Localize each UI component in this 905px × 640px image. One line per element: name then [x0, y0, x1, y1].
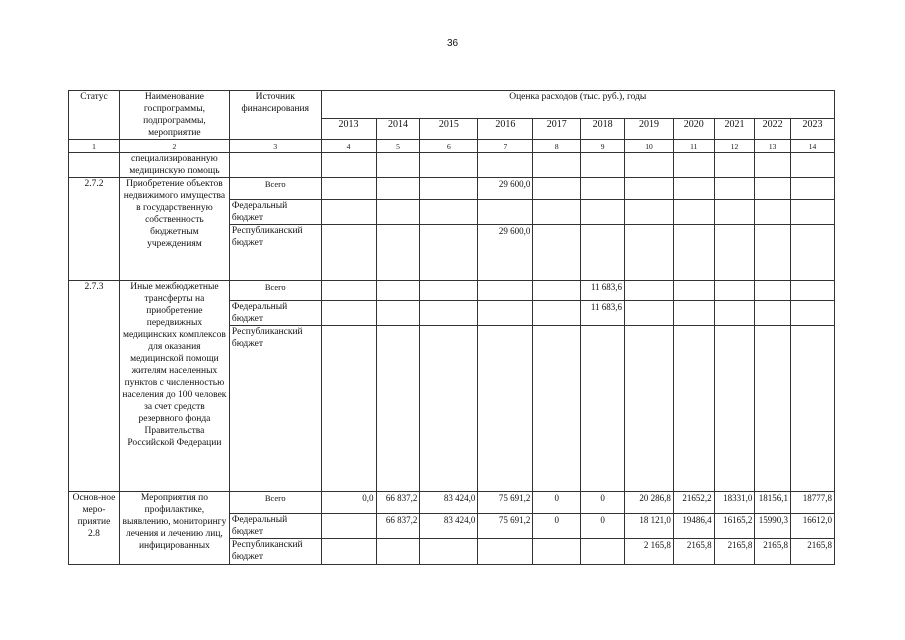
value-cell: [478, 539, 533, 565]
value-cell: [581, 178, 625, 200]
value-cell: [420, 326, 478, 492]
value-cell: 66 837,2: [376, 492, 420, 514]
value-cell: [581, 200, 625, 225]
value-cell: [673, 225, 714, 281]
value-cell: [321, 225, 376, 281]
value-cell: 75 691,2: [478, 492, 533, 514]
value-cell: 0: [581, 492, 625, 514]
value-cell: [376, 200, 420, 225]
column-number: 10: [625, 140, 674, 153]
column-number: 13: [755, 140, 791, 153]
value-cell: [420, 178, 478, 200]
value-cell: [533, 539, 581, 565]
value-cell: 29 600,0: [478, 225, 533, 281]
value-cell: 18156,1: [755, 492, 791, 514]
year-header: 2022: [755, 118, 791, 139]
value-cell: [478, 200, 533, 225]
value-cell: [321, 539, 376, 565]
value-cell: [714, 178, 755, 200]
value-cell: [755, 178, 791, 200]
value-cell: 11 683,6: [581, 281, 625, 301]
page-number: 36: [446, 38, 459, 49]
row-status: 2.7.3: [69, 281, 120, 492]
funding-source: Всего: [229, 178, 321, 200]
value-cell: 19486,4: [673, 514, 714, 539]
value-cell: 0,0: [321, 492, 376, 514]
value-cell: [714, 200, 755, 225]
value-cell: 21652,2: [673, 492, 714, 514]
funding-source: Республиканский бюджет: [229, 225, 321, 281]
value-cell: [478, 326, 533, 492]
value-cell: [714, 326, 755, 492]
column-number: 14: [790, 140, 834, 153]
funding-source: Всего: [229, 492, 321, 514]
value-cell: [755, 225, 791, 281]
column-number: 1: [69, 140, 120, 153]
value-cell: 0: [533, 492, 581, 514]
value-cell: 2 165,8: [625, 539, 674, 565]
column-number: 7: [478, 140, 533, 153]
header-status: Статус: [69, 91, 120, 140]
value-cell: 29 600,0: [478, 178, 533, 200]
value-cell: [420, 200, 478, 225]
header-source: Источник финансирования: [229, 91, 321, 140]
value-cell: [478, 301, 533, 326]
value-cell: [673, 178, 714, 200]
value-cell: [420, 301, 478, 326]
value-cell: [376, 326, 420, 492]
value-cell: [790, 178, 834, 200]
value-cell: 83 424,0: [420, 492, 478, 514]
value-cell: [714, 281, 755, 301]
value-cell: [673, 326, 714, 492]
value-cell: [790, 301, 834, 326]
value-cell: 11 683,6: [581, 301, 625, 326]
funding-source: Федеральный бюджет: [229, 514, 321, 539]
year-header: 2021: [714, 118, 755, 139]
value-cell: [790, 326, 834, 492]
row-name: Приобретение объектов недвижимого имущества в государственную собственность бюджетным учреждениям: [119, 178, 229, 281]
value-cell: [321, 178, 376, 200]
value-cell: [755, 281, 791, 301]
value-cell: [533, 326, 581, 492]
value-cell: [533, 200, 581, 225]
value-cell: [321, 514, 376, 539]
column-number: 6: [420, 140, 478, 153]
value-cell: [625, 178, 674, 200]
value-cell: [376, 539, 420, 565]
row-status: 2.7.2: [69, 178, 120, 281]
value-cell: [478, 281, 533, 301]
value-cell: [714, 301, 755, 326]
value-cell: [321, 301, 376, 326]
funding-source: Республиканский бюджет: [229, 326, 321, 492]
value-cell: [625, 225, 674, 281]
value-cell: [625, 326, 674, 492]
value-cell: [581, 225, 625, 281]
year-header: 2015: [420, 118, 478, 139]
value-cell: [625, 301, 674, 326]
value-cell: 0: [581, 514, 625, 539]
year-header: 2019: [625, 118, 674, 139]
value-cell: [755, 301, 791, 326]
value-cell: [673, 200, 714, 225]
column-number: 12: [714, 140, 755, 153]
value-cell: [625, 281, 674, 301]
value-cell: [673, 281, 714, 301]
column-number: 3: [229, 140, 321, 153]
value-cell: 20 286,8: [625, 492, 674, 514]
value-cell: [673, 301, 714, 326]
column-number: 4: [321, 140, 376, 153]
year-header: 2018: [581, 118, 625, 139]
year-header: 2020: [673, 118, 714, 139]
value-cell: [321, 326, 376, 492]
value-cell: 2165,8: [714, 539, 755, 565]
value-cell: 18331,0: [714, 492, 755, 514]
column-number: 2: [119, 140, 229, 153]
year-header: 2013: [321, 118, 376, 139]
funding-source: Республиканский бюджет: [229, 539, 321, 565]
value-cell: [420, 539, 478, 565]
row-name: Иные межбюджетные трансферты на приобретение передвижных медицинских комплексов для оказания медицинской помощи жителям населенных пунктов с численностью населения до 100 человек за счет средств резервного фонда Правительства Российской Федерации: [119, 281, 229, 492]
value-cell: 0: [533, 514, 581, 539]
value-cell: [321, 200, 376, 225]
value-cell: 18777,8: [790, 492, 834, 514]
value-cell: 2165,8: [673, 539, 714, 565]
value-cell: [533, 281, 581, 301]
value-cell: [533, 301, 581, 326]
value-cell: [755, 200, 791, 225]
value-cell: 2165,8: [790, 539, 834, 565]
value-cell: [790, 225, 834, 281]
value-cell: 18 121,0: [625, 514, 674, 539]
value-cell: 2165,8: [755, 539, 791, 565]
budget-table: [68, 90, 835, 565]
value-cell: [533, 225, 581, 281]
table-row: [69, 281, 835, 301]
value-cell: 75 691,2: [478, 514, 533, 539]
value-cell: [790, 200, 834, 225]
value-cell: [581, 326, 625, 492]
value-cell: [420, 225, 478, 281]
funding-source: Федеральный бюджет: [229, 200, 321, 225]
year-header: 2016: [478, 118, 533, 139]
row-name: Мероприятия по профилактике, выявлению, мониторингу лечения и лечению лиц, инфицированных: [119, 492, 229, 565]
value-cell: [533, 178, 581, 200]
funding-source: Федеральный бюджет: [229, 301, 321, 326]
year-header: 2017: [533, 118, 581, 139]
column-number: 11: [673, 140, 714, 153]
funding-source: Всего: [229, 281, 321, 301]
value-cell: [581, 539, 625, 565]
value-cell: [714, 225, 755, 281]
value-cell: 83 424,0: [420, 514, 478, 539]
value-cell: 66 837,2: [376, 514, 420, 539]
header-name: Наименование госпрограммы, подпрограммы, мероприятие: [119, 91, 229, 140]
column-number: 8: [533, 140, 581, 153]
value-cell: 16165,2: [714, 514, 755, 539]
value-cell: [625, 200, 674, 225]
value-cell: [376, 225, 420, 281]
column-number: 9: [581, 140, 625, 153]
value-cell: 16612,0: [790, 514, 834, 539]
value-cell: [376, 281, 420, 301]
value-cell: [790, 281, 834, 301]
value-cell: 15990,3: [755, 514, 791, 539]
year-header: 2014: [376, 118, 420, 139]
year-header: 2023: [790, 118, 834, 139]
value-cell: [755, 326, 791, 492]
value-cell: [376, 178, 420, 200]
header-costs: Оценка расходов (тыс. руб.), годы: [321, 91, 834, 119]
value-cell: [420, 281, 478, 301]
table-row: [69, 492, 835, 514]
value-cell: [376, 301, 420, 326]
continued-name: специализированную медицинскую помощь: [119, 153, 229, 178]
value-cell: [321, 281, 376, 301]
row-status: Основ-ное меро-приятие 2.8: [69, 492, 120, 565]
table-row: [69, 178, 835, 200]
column-number: 5: [376, 140, 420, 153]
